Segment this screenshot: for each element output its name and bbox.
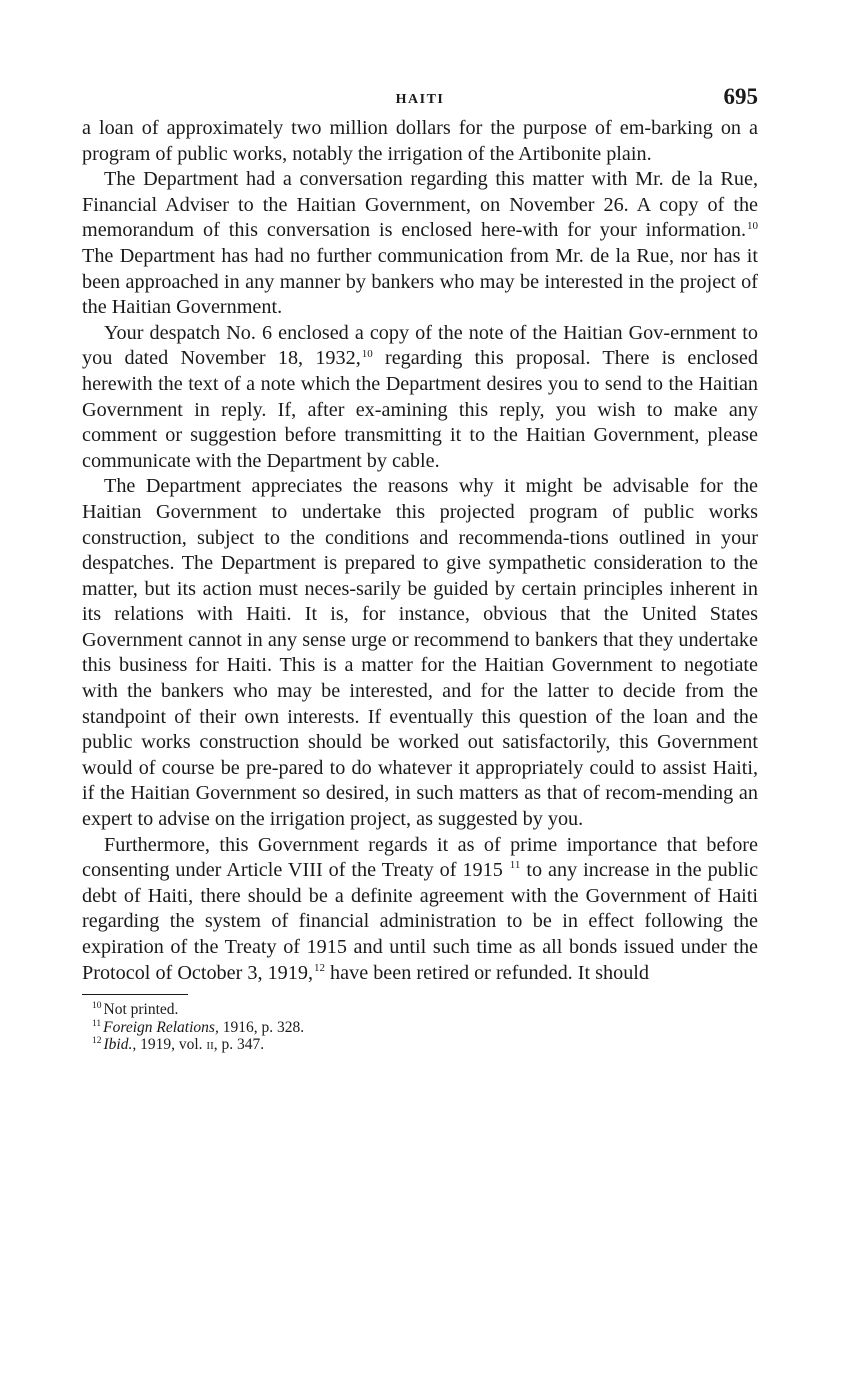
footnote-ref-11: 11 bbox=[509, 859, 521, 872]
paragraph-2 bbox=[82, 167, 758, 321]
footnote-text: 1919, vol. bbox=[136, 1036, 207, 1054]
footnote-number: 10 bbox=[92, 1001, 102, 1012]
footnote-ref-12: 12 bbox=[314, 961, 325, 974]
paragraph-2-text-b: The Department has had no further communication from Mr. de la Rue, nor has it been approached in any manner by bankers who may be interested in the project of the Haitian Government. bbox=[82, 244, 758, 319]
page-number: 695 bbox=[723, 84, 758, 109]
paragraph-5-text-c: have been retired or refunded. It should bbox=[325, 961, 649, 984]
footnote-ref-10: 10 bbox=[747, 219, 758, 232]
running-header bbox=[82, 82, 758, 116]
footnote-italic: Foreign Relations, bbox=[103, 1018, 219, 1036]
footnote-text: Not printed. bbox=[103, 1001, 179, 1019]
document-page bbox=[82, 82, 758, 1054]
paragraph-5-text-a: Furthermore, this Government regards it as of prime importance that before consenting under Article VIII of the Treaty of 1915 bbox=[82, 833, 758, 882]
footnote-text: 1916, p. 328. bbox=[218, 1018, 305, 1036]
paragraph-1: a loan of approximately two million dollars for the purpose of em-barking on a program of public works, notably the irrigation of the Artibonite plain. bbox=[82, 117, 758, 165]
footnote-number: 11 bbox=[92, 1018, 102, 1029]
footnote-volume: ii bbox=[206, 1036, 214, 1054]
paragraph-3-text-b: regarding this proposal. There is enclosed herewith the text of a note which the Department desires you to send to the Haitian Government in reply. If, after ex-amining this reply, you wish to make any comment or suggestion before transmitting it to the Haitian Government, please communicate with the Department by cable. bbox=[82, 347, 758, 472]
footnote-italic: Ibid., bbox=[103, 1036, 137, 1054]
footnote-text-tail: , p. 347. bbox=[213, 1036, 265, 1054]
footnote-divider bbox=[82, 994, 188, 995]
body-text bbox=[82, 116, 758, 986]
paragraph-5 bbox=[82, 833, 758, 987]
footnote-ref-10: 10 bbox=[361, 347, 373, 360]
paragraph-3 bbox=[82, 321, 758, 475]
footnote-10 bbox=[92, 1001, 758, 1019]
footnote-number: 12 bbox=[92, 1036, 102, 1047]
paragraph-2-text-a: The Department had a conversation regarding this matter with Mr. de la Rue, Financial Adviser to the Haitian Government, on November 26. A copy of the memorandum of this conversation is enclosed here-with for your information. bbox=[82, 168, 758, 242]
footnote-12 bbox=[92, 1036, 758, 1054]
running-title: HAITI bbox=[395, 92, 445, 107]
footnote-11 bbox=[92, 1019, 758, 1037]
paragraph-5-text-b: to any increase in the public debt of Haiti, there should be a definite agreement with the Government of Haiti regarding the system of financial administration to be in effect following the expiration of the Treaty of 1915 and until such time as all bonds issued under the Protocol of October 3, 1919, bbox=[82, 859, 759, 984]
footnotes bbox=[82, 1001, 758, 1054]
paragraph-3-text-a: Your despatch No. 6 enclosed a copy of the note of the Haitian Gov-ernment to you dated November 18, 1932, bbox=[82, 321, 758, 370]
paragraph-4: The Department appreciates the reasons why it might be advisable for the Haitian Government to undertake this projected program of public works construction, subject to the conditions and recommenda-tions outlined in your despatches. The Department is prepared to give sympathetic consideration to the matter, but its action must neces-sarily be guided by certain principles inherent in its relations with Haiti. It is, for instance, obvious that the United States Government cannot in any sense urge or recommend to bankers that they undertake this business for Haiti. This is a matter for the Haitian Government to negotiate with the bankers who may be interested, and for the latter to decide from the standpoint of their own interests. If eventually this question of the loan and the public works construction should be worked out satisfactorily, this Government would of course be pre-pared to do whatever it appropriately could to assist Haiti, if the Haitian Government so desired, in such matters as that of recom-mending an expert to advise on the irrigation project, as suggested by you. bbox=[82, 475, 758, 831]
